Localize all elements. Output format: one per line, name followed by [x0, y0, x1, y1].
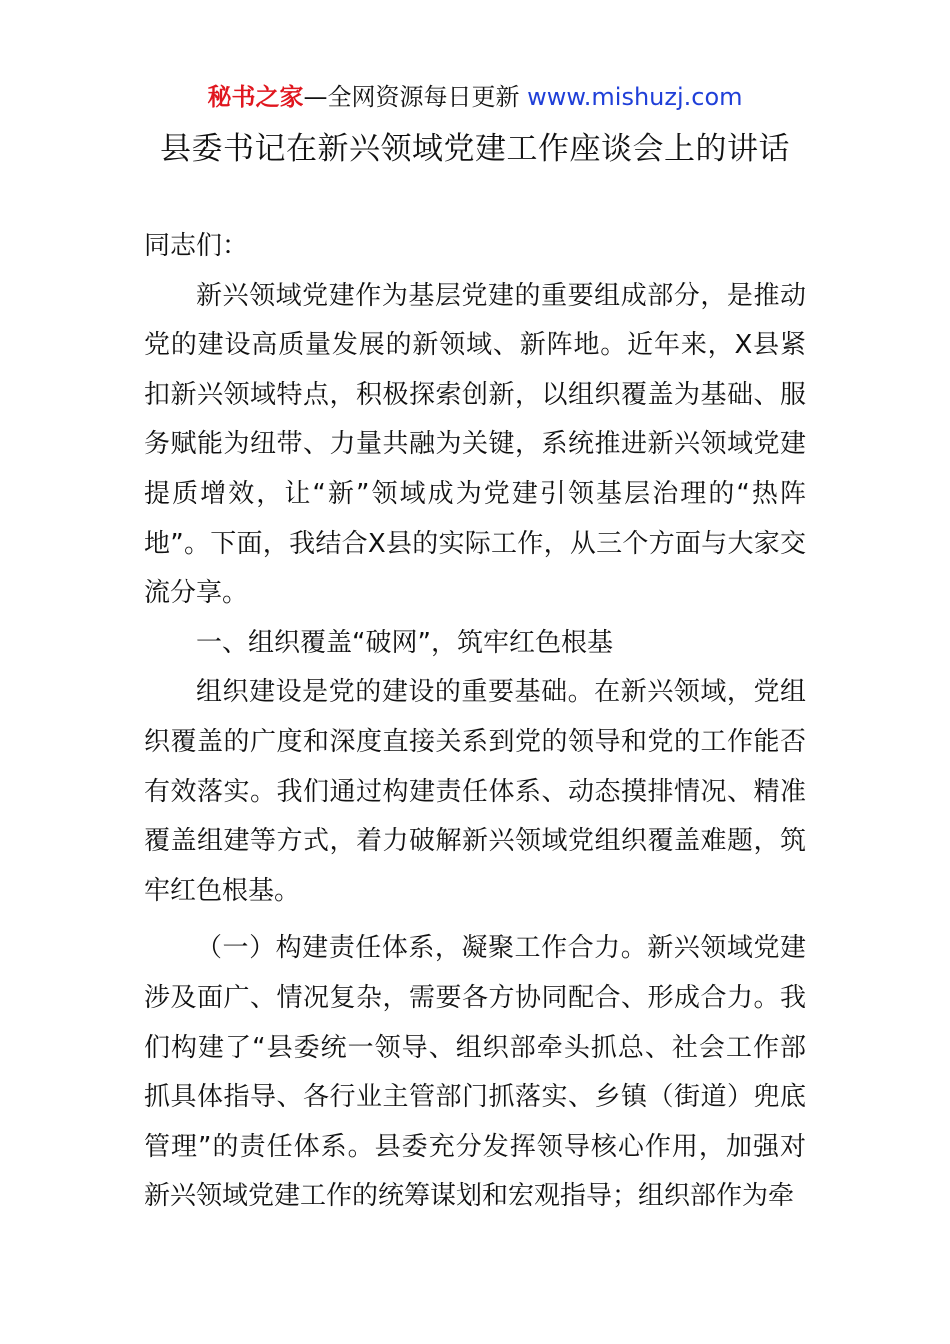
site-tagline: —全网资源每日更新: [303, 83, 528, 111]
salutation: 同志们：: [144, 231, 249, 261]
document-body: [144, 222, 806, 1222]
document-title: 县委书记在新兴领域党建工作座谈会上的讲话: [160, 131, 790, 167]
paragraph-subsection-1: （一）构建责任体系，凝聚工作合力。新兴领域党建涉及面广、情况复杂，需要各方协同配合、形成合力。我们构建了“县委统一领导、组织部牵头抓总、社会工作部抓具体指导、各行业主管部门抓落实、乡镇（街道）兜底管理”的责任体系。县委充分发挥领导核心作用，加强对新兴领域党建工作的统筹谋划和宏观指导；组织部作为牵: [144, 933, 806, 1212]
site-brand: 秘书之家: [207, 83, 304, 111]
section-heading-1: 一、组织覆盖“破网”，筑牢红色根基: [196, 627, 613, 658]
site-url-link[interactable]: www.mishuzj.com: [527, 83, 743, 111]
paragraph-section-1: 组织建设是党的建设的重要基础。在新兴领域，党组织覆盖的广度和深度直接关系到党的领导和党的工作能否有效落实。我们通过构建责任体系、动态摸排情况、精准覆盖组建等方式，着力破解新兴领域党组织覆盖难题，筑牢红色根基。: [144, 677, 806, 906]
site-banner: [0, 80, 950, 114]
paragraph-intro: 新兴领域党建作为基层党建的重要组成部分，是推动党的建设高质量发展的新领域、新阵地。近年来，X县紧扣新兴领域特点，积极探索创新，以组织覆盖为基础、服务赋能为纽带、力量共融为关键，系统推进新兴领域党建提质增效，让“新”领域成为党建引领基层治理的“热阵地”。下面，我结合X县的实际工作，从三个方面与大家交流分享。: [144, 280, 806, 609]
